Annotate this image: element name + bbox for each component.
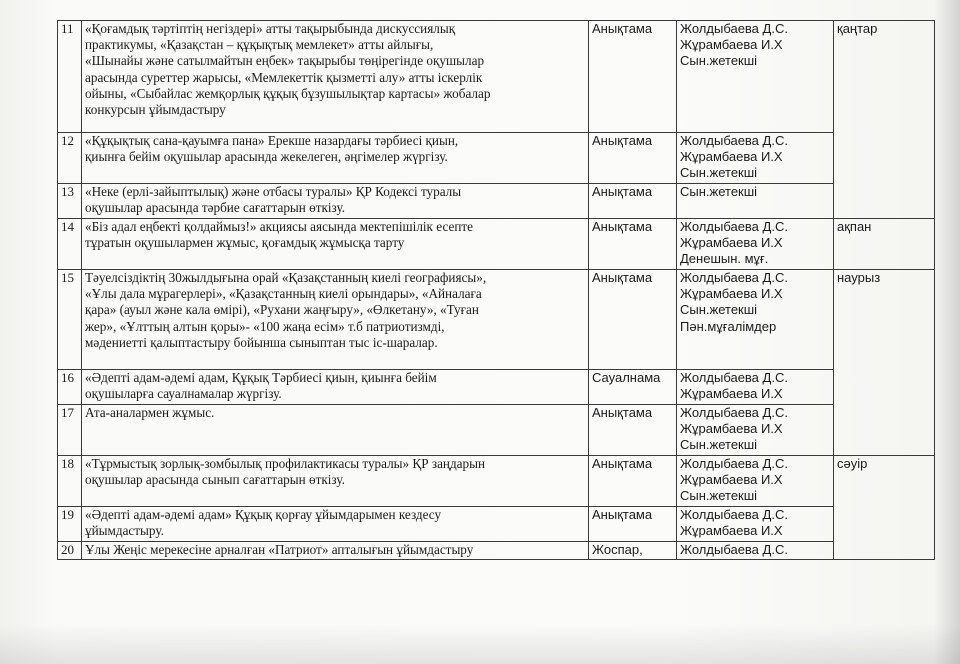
responsible-name: Сын.жетекші (680, 53, 758, 69)
responsible-name: Жұрамбаева И.Х (680, 37, 783, 53)
event-description (82, 370, 589, 405)
event-description (82, 21, 589, 133)
month-mar: наурыз (834, 270, 935, 456)
row-number: 11 (58, 21, 82, 133)
responsible-name: Жұрамбаева И.Х (680, 235, 783, 251)
responsible-persons (677, 184, 834, 219)
table-row (58, 270, 935, 370)
completion-form: Анықтама (589, 405, 677, 456)
table-body (58, 21, 935, 560)
event-line: қиынға бейім оқушылар арасында жекелеген, әңгімелер жүргізу. (85, 149, 448, 165)
event-description (82, 456, 589, 507)
responsible-name: Жұрамбаева И.Х (680, 523, 783, 539)
event-description (82, 219, 589, 270)
row-number: 12 (58, 133, 82, 184)
event-line: қара» (ауыл және кала өмірі), «Рухани жаңғыру», «Өлкетану», «Туған (85, 302, 479, 318)
event-description (82, 542, 589, 560)
responsible-name: Сын.жетекші (680, 165, 758, 181)
completion-form: Анықтама (589, 21, 677, 133)
responsible-name: Жұрамбаева И.Х (680, 286, 783, 302)
event-line: тұратын оқушылармен жұмыс, қоғамдық жұмысқа тарту (85, 235, 405, 251)
event-description (82, 133, 589, 184)
event-line: оқушылар арасында тәрбие сағаттарын өткізу. (85, 200, 346, 216)
event-line: жер», «Ұлттың алтын қоры»- «100 жаңа есім» т.б патриотизмді, (85, 318, 445, 334)
event-line: «Қоғамдық тәртіптің негіздері» атты тақырыбында дискуссиялық (85, 21, 456, 36)
table-row (58, 133, 935, 184)
row-number: 17 (58, 405, 82, 456)
table-row (58, 184, 935, 219)
responsible-name: Жолдыбаева Д.С. (680, 370, 788, 385)
row-number: 18 (58, 456, 82, 507)
responsible-name: Сын.жетекші (680, 488, 758, 504)
event-line: «Шынайы және сатылмайтын еңбек» тақырыбы төңірегінде оқушылар (85, 53, 485, 69)
event-description (82, 507, 589, 542)
row-number: 15 (58, 270, 82, 370)
table-row (58, 456, 935, 507)
table-row (58, 405, 935, 456)
completion-form: Анықтама (589, 270, 677, 370)
month-apr: сәуір (834, 456, 935, 560)
completion-form: Сауалнама (589, 370, 677, 405)
responsible-name: Жұрамбаева И.Х (680, 472, 783, 488)
table-row (58, 370, 935, 405)
event-line: «Әдепті адам-әдемі адам» Құқық қорғау ұйымдарымен кездесу (85, 507, 442, 522)
responsible-persons (677, 542, 834, 560)
responsible-name: Жолдыбаева Д.С. (680, 456, 788, 471)
event-line: оқушылар арасында сынып сағаттарын өткізу. (85, 472, 345, 488)
responsible-persons (677, 456, 834, 507)
table-row (58, 507, 935, 542)
responsible-persons (677, 270, 834, 370)
completion-form: Анықтама (589, 184, 677, 219)
completion-form: Анықтама (589, 456, 677, 507)
responsible-name: Жолдыбаева Д.С. (680, 270, 788, 285)
event-line: ұйымдастыру. (85, 523, 164, 539)
row-number: 19 (58, 507, 82, 542)
responsible-name: Жолдыбаева Д.С. (680, 542, 788, 557)
event-description (82, 405, 589, 456)
responsible-persons (677, 370, 834, 405)
event-line: «Неке (ерлі-зайыптылық) және отбасы туралы» ҚР Кодексі туралы (85, 184, 462, 199)
event-line: оқушыларға сауалнамалар жүргізу. (85, 386, 282, 402)
responsible-name: Жұрамбаева И.Х (680, 421, 783, 437)
responsible-name: Сын.жетекші (680, 302, 758, 318)
event-line: ойыны, «Сыбайлас жемқорлық құқық бұзушылықтар картасы» жобалар (85, 85, 491, 101)
responsible-name: Жолдыбаева Д.С. (680, 133, 788, 148)
responsible-persons (677, 133, 834, 184)
event-line: конкурсын ұйымдастыру (85, 102, 226, 118)
row-number: 14 (58, 219, 82, 270)
event-line: «Әдепті адам-әдемі адам, Құқық Тәрбиесі қиын, қиынға бейім (85, 370, 437, 385)
event-line: мәдениетті қалыптастыру бойынша сыныптан тыс іс-шаралар. (85, 334, 438, 350)
completion-form: Анықтама (589, 133, 677, 184)
row-number: 13 (58, 184, 82, 219)
event-line: практикумы, «Қазақстан – құқықтық мемлекет» атты айлығы, (85, 37, 434, 53)
responsible-name: Жұрамбаева И.Х (680, 386, 783, 402)
event-line: Ата-аналармен жұмыс. (85, 405, 215, 420)
table-row (58, 542, 935, 560)
event-description (82, 270, 589, 370)
responsible-name: Денешын. мұғ. (680, 251, 769, 267)
event-line: «Біз адал еңбекті қолдаймыз!» акциясы аясында мектепішілік есепте (85, 219, 473, 234)
event-line: Тәуелсіздіктің 30жылдығына орай «Қазақстанның киелі географиясы», (85, 270, 487, 285)
month-jan: қаңтар (834, 21, 935, 219)
event-line: Ұлы Жеңіс мерекесіне арналған «Патриот» апталығын ұйымдастыру (85, 542, 474, 557)
completion-form: Анықтама (589, 507, 677, 542)
month-feb: ақпан (834, 219, 935, 270)
table-row (58, 219, 935, 270)
event-line: «Құқықтық сана-қауымға пана» Ерекше назардағы тәрбиесі қиын, (85, 133, 459, 148)
event-line: «Тұрмыстық зорлық-зомбылық профилактикасы туралы» ҚР заңдарын (85, 456, 486, 471)
responsible-persons (677, 219, 834, 270)
scan-shadow-bottom (0, 624, 960, 664)
scan-shadow-right (934, 0, 960, 664)
responsible-persons (677, 405, 834, 456)
event-line: арасында суреттер жарысы, «Мемлекеттік қызметті алу» атты іскерлік (85, 69, 483, 85)
responsible-name: Жолдыбаева Д.С. (680, 405, 788, 420)
responsible-name: Сын.жетекші (680, 437, 758, 453)
responsible-name: Пән.мұғалімдер (680, 318, 777, 334)
row-number: 16 (58, 370, 82, 405)
responsible-persons (677, 21, 834, 133)
row-number: 20 (58, 542, 82, 560)
completion-form: Анықтама (589, 219, 677, 270)
responsible-persons (677, 507, 834, 542)
completion-form: Жоспар, (589, 542, 677, 560)
event-line: «Ұлы дала мұрагерлері», «Қазақстанның киелі орындары», «Айналаға (85, 286, 482, 302)
event-plan-table (57, 20, 935, 560)
event-description (82, 184, 589, 219)
table-row (58, 21, 935, 133)
responsible-name: Жолдыбаева Д.С. (680, 507, 788, 522)
responsible-name: Сын.жетекші (680, 184, 758, 199)
responsible-name: Жолдыбаева Д.С. (680, 21, 788, 36)
responsible-name: Жұрамбаева И.Х (680, 149, 783, 165)
responsible-name: Жолдыбаева Д.С. (680, 219, 788, 234)
